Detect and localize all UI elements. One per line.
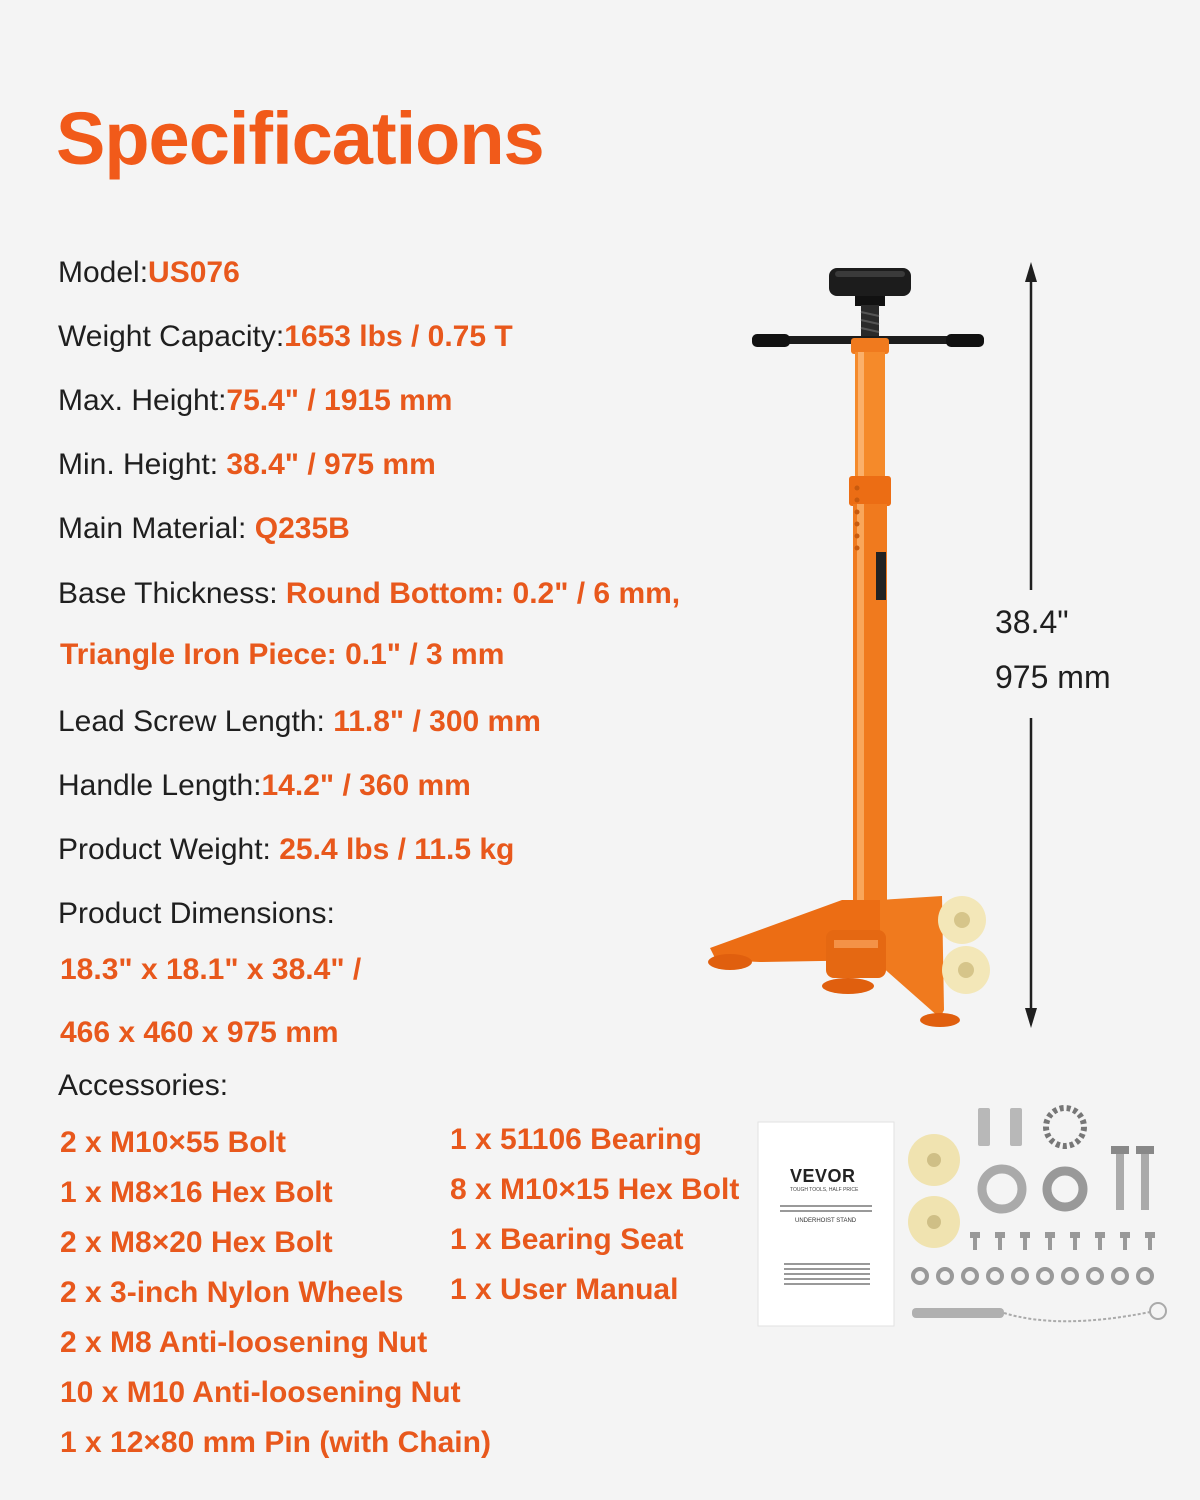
spec-label: Accessories:: [58, 1069, 229, 1102]
spec-label: Min. Height:: [58, 448, 219, 481]
accessory-item: 2 x M8 Anti-loosening Nut: [60, 1326, 428, 1359]
spec-value: Round Bottom: 0.2" / 6 mm,: [285, 577, 681, 610]
spec-value: 11.8" / 300 mm: [333, 705, 541, 738]
label-plate: [876, 552, 886, 600]
upper-collar: [851, 338, 889, 354]
accessory-item: 2 x M10×55 Bolt: [60, 1126, 286, 1159]
spec-label: Base Thickness:: [58, 577, 278, 610]
spec-value: 38.4" / 975 mm: [226, 448, 436, 481]
spec-label: Max. Height:: [58, 384, 227, 417]
dimension-mm: 975 mm: [995, 659, 1111, 695]
dimension-arrow: [1025, 262, 1037, 1028]
spec-value: 1653 lbs / 0.75 T: [284, 320, 513, 353]
spec-base-cont: Triangle Iron Piece: 0.1" / 3 mm: [60, 638, 505, 671]
spec-dimensions-value: 18.3" x 18.1" x 38.4" /: [60, 953, 362, 986]
spec-label: Product Weight:: [58, 833, 271, 866]
accessory-item: 2 x M8×20 Hex Bolt: [60, 1226, 333, 1259]
spec-label: Product Dimensions:: [58, 897, 335, 930]
spec-label: Main Material:: [58, 512, 247, 545]
hardware-illustration: [908, 1108, 1166, 1321]
page-title: Specifications: [56, 97, 544, 180]
accessory-item: 1 x User Manual: [450, 1273, 679, 1306]
manual-product: UNDERHOIST STAND: [795, 1218, 857, 1224]
manual-brand: VEVOR: [790, 1166, 856, 1186]
lead-screw: [861, 305, 879, 341]
spec-dimensions-value2: 466 x 460 x 975 mm: [60, 1016, 339, 1049]
accessory-item: 2 x 3-inch Nylon Wheels: [60, 1276, 404, 1309]
accessory-item: 1 x Bearing Seat: [450, 1223, 684, 1256]
spec-value: 75.4" / 1915 mm: [226, 384, 453, 417]
spec-value: US076: [148, 256, 240, 289]
accessory-item: 1 x M8×16 Hex Bolt: [60, 1176, 333, 1209]
spec-label: Handle Length:: [58, 769, 262, 802]
tripod-base: [708, 896, 990, 1027]
accessory-item: 8 x M10×15 Hex Bolt: [450, 1173, 740, 1206]
spec-value: 25.4 lbs / 11.5 kg: [279, 833, 515, 866]
spec-label: Lead Screw Length:: [58, 705, 325, 738]
saddle-pad: [829, 268, 911, 306]
dimension-inches: 38.4": [995, 604, 1069, 640]
spec-label: Model:: [58, 256, 149, 289]
spec-value: Q235B: [254, 512, 350, 545]
manual-tagline: TOUGH TOOLS, HALF PRICE: [790, 1187, 859, 1193]
accessory-item: 10 x M10 Anti-loosening Nut: [60, 1376, 461, 1409]
user-manual-illustration: [758, 1122, 894, 1326]
accessory-item: 1 x 12×80 mm Pin (with Chain): [60, 1426, 491, 1459]
spec-label: Weight Capacity:: [58, 320, 285, 353]
spec-value: 14.2" / 360 mm: [261, 769, 471, 802]
accessory-item: 1 x 51106 Bearing: [450, 1123, 702, 1156]
